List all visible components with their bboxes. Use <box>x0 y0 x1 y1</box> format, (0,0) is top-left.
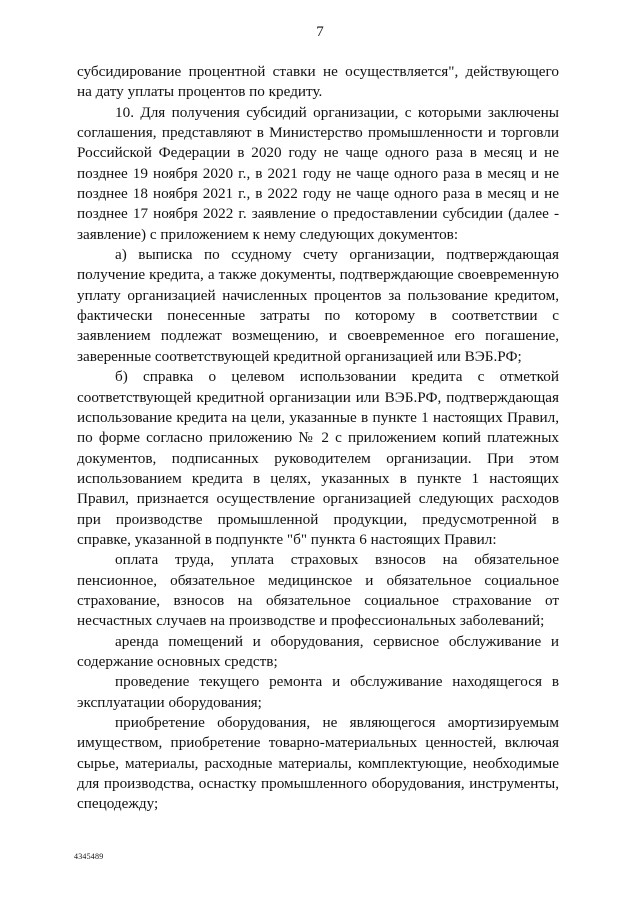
page-number: 7 <box>316 24 324 40</box>
document-id: 4345489 <box>74 852 104 861</box>
paragraph-item-10: 10. Для получения субсидий организации, с которыми заключены соглашения, представляют в Министерство промышленности и торговли Российской Федерации в 2020 году не чаще одного раза в месяц и не позднее 19 ноября 2020 г., в 2021 году не чаще одного раза в месяц и не позднее 18 ноября 2021 г., в 2022 году не чаще одного раза в месяц и не позднее 17 ноября 2022 г. заявление о предоставлении субсидии (далее - заявление) с приложением к нему следующих документов: <box>77 103 559 243</box>
paragraph-expense-rent: аренда помещений и оборудования, сервисное обслуживание и содержание основных средств; <box>77 632 559 670</box>
paragraph-expense-repair: проведение текущего ремонта и обслуживание находящегося в эксплуатации оборудования; <box>77 673 559 711</box>
paragraph-continuation: субсидирование процентной ставки не осуществляется", действующего на дату уплаты процентов по кредиту. <box>77 63 559 101</box>
paragraph-subitem-a: а) выписка по ссудному счету организации, подтверждающая получение кредита, а также документы, подтверждающие своевременную уплату организацией начисленных процентов за пользование кредитом, фактически понесенные затраты по которому в соответствии с заявлением подлежат возмещению, и своевременное его погашение, заверенные соответствующей кредитной организацией или ВЭБ.РФ; <box>77 246 559 365</box>
paragraph-expense-labor: оплата труда, уплата страховых взносов на обязательное пенсионное, обязательное медицинское и обязательное социальное страхование, взносов на обязательное социальное страхование от несчастных случаев на производстве и профессиональных заболеваний; <box>77 551 559 630</box>
document-body <box>77 62 559 815</box>
paragraph-expense-equipment: приобретение оборудования, не являющегося амортизируемым имуществом, приобретение товарно-материальных ценностей, включая сырье, материалы, расходные материалы, комплектующие, необходимые для производства, оснастку промышленного оборудования, инструменты, спецодежду; <box>77 714 559 813</box>
paragraph-subitem-b: б) справка о целевом использовании кредита с отметкой соответствующей кредитной организации или ВЭБ.РФ, подтверждающая использование кредита на цели, указанные в пункте 1 настоящих Правил, по форме согласно приложению № 2 с приложением копий платежных документов, подписанных руководителем организации. При этом использованием кредита в целях, указанных в пункте 1 настоящих Правил, признается осуществление организацией следующих расходов при производстве промышленной продукции, предусмотренной в справке, указанной в подпункте "б" пункта 6 настоящих Правил: <box>77 368 559 548</box>
